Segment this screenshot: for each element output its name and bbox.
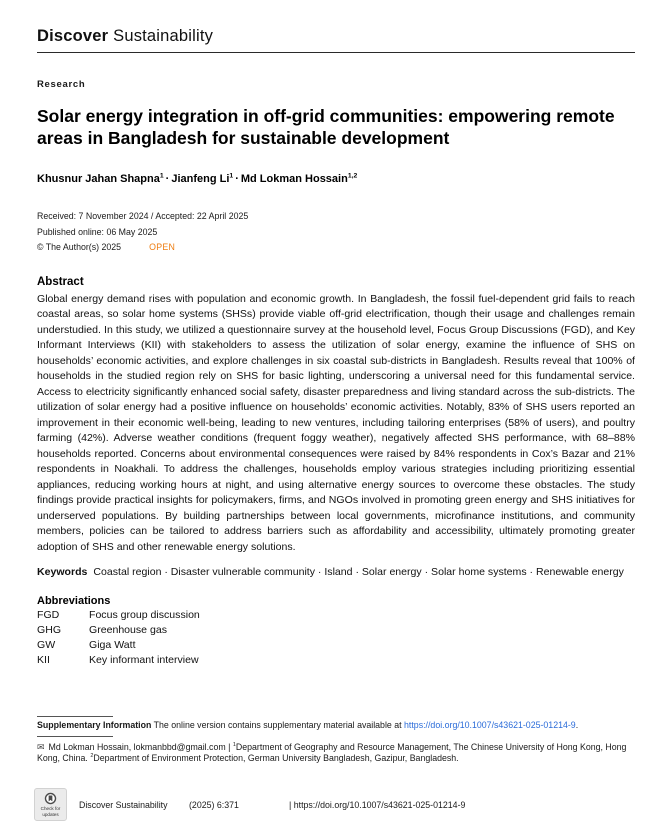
footer-citation: (2025) 6:371 bbox=[189, 799, 239, 810]
published-online-line: Published online: 06 May 2025 bbox=[37, 226, 158, 237]
envelope-icon: ✉ bbox=[37, 741, 45, 752]
copyright-line bbox=[37, 240, 635, 256]
supplementary-doi-link[interactable]: https://doi.org/10.1007/s43621-025-01214-9 bbox=[404, 720, 576, 730]
check-for-updates-badge[interactable] bbox=[34, 788, 67, 821]
abbreviation-definition: Giga Watt bbox=[89, 638, 136, 651]
correspondence-note bbox=[37, 742, 635, 765]
open-access-link[interactable]: OPEN bbox=[149, 242, 176, 252]
affiliation-1: Department of Geography and Resource Management, The Chinese University of Hong Kong, Hong Kong, China. bbox=[37, 741, 627, 763]
author-separator: · bbox=[235, 173, 239, 185]
check-for-updates-label: Check for updates bbox=[40, 806, 61, 817]
abbreviation-row bbox=[37, 608, 635, 623]
supplementary-period: . bbox=[575, 720, 579, 730]
supplementary-information-text: The online version contains supplementary material available at bbox=[151, 720, 405, 730]
abstract-heading: Abstract bbox=[37, 275, 84, 288]
author-separator: · bbox=[165, 173, 170, 185]
abbreviation-definition: Key informant interview bbox=[89, 654, 199, 667]
author: Khusnur Jahan Shapna$^1$ bbox=[37, 172, 164, 185]
author-affiliation-mark: 1,2 bbox=[347, 172, 358, 180]
footnote-divider bbox=[37, 716, 113, 717]
author: Md Lokman Hossain$^{1,2}$ bbox=[240, 172, 358, 185]
journal-name-light: Sustainability bbox=[113, 27, 214, 45]
abstract-text: Global energy demand rises with population and economic growth. In Bangladesh, the fossil fuel-dependent grid fails to reach coastal areas, so solar home systems (SHSs) provide viable off-grid electrification, though their usage and challenges remain understudied. In this study, we utilized a questionnaire survey at the household level, Focus Group Discussions (FGD), and Key Informant Interviews (KII) with stakeholders to assess the utilization of solar energy, examine the influence of SHS on households’ economic activities, and explore challenges in six coastal sub-districts in Bangladesh. Results reveal that 100% of households in the studied region rely on SHS for basic lighting, underscoring a universal need for this fundamental service. Access to electricity significantly enhanced social safety, disaster preparedness and living standard across the sub-districts. The utilization of solar energy had a positive influence on households’ economic activities. Notably, 83% of SHS users reported an improvement in their economic well-being, leading to new ventures, including tailoring enterprises (58% of users), and poultry farming (42%). Adverse weather conditions (frequent foggy weather), negatively affected SHS performance, with 68–88% households reported. Concerns about environmental consequences were raised by 84% respondents in Cox’s Bazar and 21% respondents in Noakhali. To address the challenges, households employ various strategies including prioritizing essential appliances, reducing working hours at night, and using alternative energy sources to overcome these obstacles. The study findings provide practical insights for policymakers, firms, and NGOs involved in promoting green energy and SHS initiatives for underserved populations. By building partnerships between local governments, microfinance institutions, and community members, policies can be tailored to address barriers such as affordability and accessibility, ultimately promoting greater adoption of SHS and other renewable energy solutions. bbox=[37, 292, 635, 553]
footnote-divider bbox=[37, 736, 113, 737]
affiliation-mark: 2 bbox=[90, 753, 94, 760]
keywords-line bbox=[37, 565, 635, 581]
abbreviation-term: GHG bbox=[37, 623, 62, 636]
abbreviation-term: KII bbox=[37, 654, 50, 667]
abbreviation-term: FGD bbox=[37, 608, 60, 621]
abbreviations-heading: Abbreviations bbox=[37, 594, 111, 607]
footer-journal-name: Discover Sustainability bbox=[79, 799, 168, 810]
footer-doi: | https://doi.org/10.1007/s43621-025-01214-9 bbox=[289, 799, 466, 810]
abbreviation-definition: Focus group discussion bbox=[89, 608, 200, 621]
copyright-text: © The Author(s) 2025 bbox=[37, 242, 122, 252]
author-list bbox=[37, 173, 635, 185]
article-title: Solar energy integration in off-grid communities: empowering remote areas in Bangladesh for sustainable development bbox=[37, 106, 615, 148]
affiliation-2: Department of Environment Protection, German University Bangladesh, Gazipur, Bangladesh. bbox=[93, 753, 459, 763]
abbreviation-row bbox=[37, 653, 635, 668]
abbreviation-row bbox=[37, 638, 635, 653]
author-affiliation-mark: 1 bbox=[229, 172, 234, 180]
author: Jianfeng Li$^1$ bbox=[171, 172, 234, 185]
supplementary-information-label: Supplementary Information bbox=[37, 720, 152, 730]
abbreviation-row bbox=[37, 623, 635, 638]
abbreviation-definition: Greenhouse gas bbox=[89, 623, 167, 636]
abbreviation-term: GW bbox=[37, 638, 56, 651]
journal-name-bold: Discover bbox=[37, 27, 109, 45]
keywords-label: Keywords bbox=[37, 566, 88, 578]
footnote-footer-block bbox=[0, 712, 672, 827]
journal-header bbox=[37, 27, 635, 53]
abbreviations-list bbox=[37, 608, 635, 669]
article-meta bbox=[37, 209, 635, 256]
received-accepted-line: Received: 7 November 2024 / Accepted: 22 April 2025 bbox=[37, 211, 249, 221]
keywords-text: Coastal region · Disaster vulnerable community · Island · Solar energy · Solar home systems · Renewable energy bbox=[93, 566, 624, 578]
author-affiliation-mark: 1 bbox=[159, 172, 164, 180]
check-for-updates-icon bbox=[44, 792, 57, 805]
corresponding-author-email: Md Lokman Hossain, lokmanbbd@gmail.com | bbox=[48, 741, 233, 752]
page-footer bbox=[34, 788, 465, 821]
article-type-label: Research bbox=[37, 79, 86, 90]
affiliation-mark: 1 bbox=[232, 741, 236, 748]
supplementary-information-note bbox=[37, 720, 635, 732]
